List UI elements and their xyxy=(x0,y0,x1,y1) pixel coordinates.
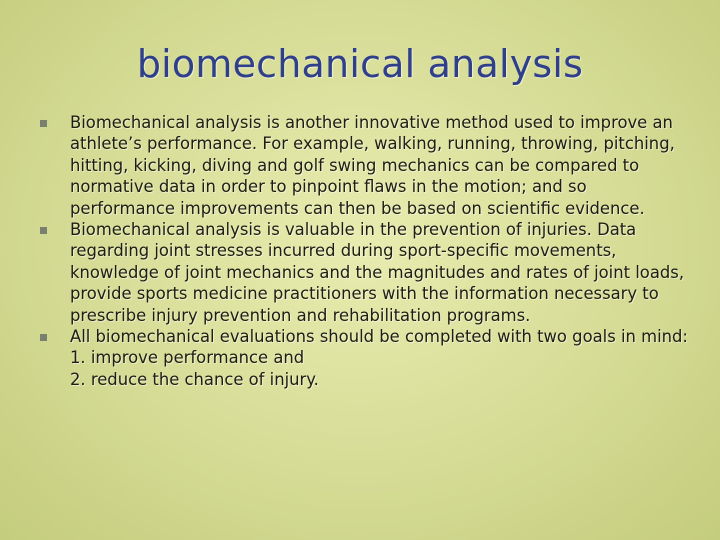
bullet-text: All biomechanical evaluations should be completed with two goals in mind: xyxy=(70,327,688,347)
goal-item: 2. reduce the chance of injury. xyxy=(70,369,319,389)
square-bullet-icon xyxy=(40,334,47,341)
slide-body xyxy=(38,112,688,390)
goal-item: 1. improve performance and xyxy=(70,348,305,368)
square-bullet-icon xyxy=(40,227,47,234)
bullet-text: Biomechanical analysis is another innovative method used to improve an athlete’s performance. For example, walking, running, throwing, pitching, hitting, kicking, diving and golf swing mechanics can be compared to normative data in order to pinpoint flaws in the motion; and so performance improvements can then be based on scientific evidence. xyxy=(70,113,675,218)
square-bullet-icon xyxy=(40,120,47,127)
slide-title: biomechanical analysis xyxy=(136,42,584,86)
bullet-text: Biomechanical analysis is valuable in the prevention of injuries. Data regarding joint stresses incurred during sport-specific movements, knowledge of joint mechanics and the magnitudes and rates of joint loads, provide sports medicine practitioners with the information necessary to prescribe injury prevention and rehabilitation programs. xyxy=(70,220,685,325)
bullet-item xyxy=(38,112,688,219)
bullet-item xyxy=(38,326,688,347)
bullet-item xyxy=(38,219,688,326)
